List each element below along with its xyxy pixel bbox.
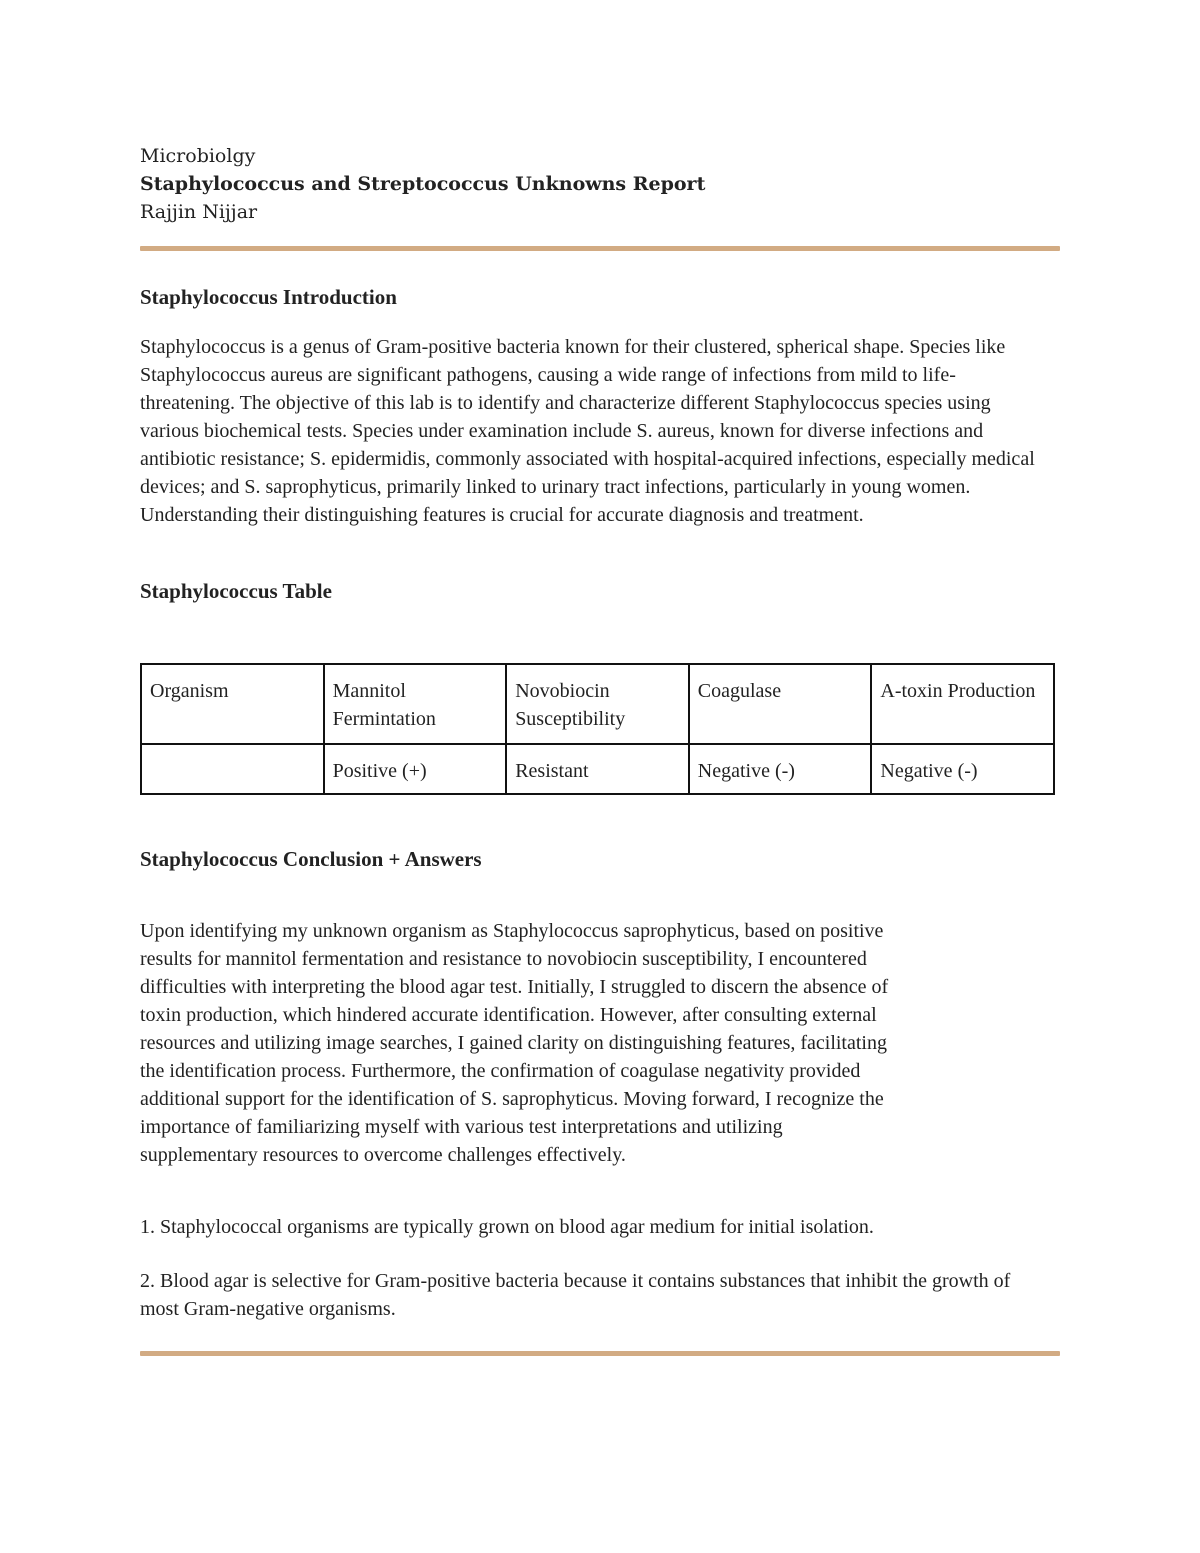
table-row	[141, 744, 1054, 794]
header-cell-organism: Organism	[141, 664, 324, 744]
header-cell-coagulase: Coagulase	[689, 664, 872, 744]
cell-novobiocin: Resistant	[506, 744, 689, 794]
header-cell-atoxin: A-toxin Production	[871, 664, 1054, 744]
table-header-row	[141, 664, 1054, 744]
conclusion-paragraph: Upon identifying my unknown organism as Staphylococcus saprophyticus, based on positive results for mannitol fermentation and resistance to novobiocin susceptibility, I encountered difficulties with interpreting the blood agar test. Initially, I struggled to discern the absence of toxin production, which hindered accurate identification. However, after consulting external resources and utilizing image searches, I gained clarity on distinguishing features, facilitating the identification process. Furthermore, the confirmation of coagulase negativity provided additional support for the identification of S. saprophyticus. Moving forward, I recognize the importance of familiarizing myself with various test interpretations and utilizing supplementary resources to overcome challenges effectively.	[140, 920, 889, 1166]
staphylococcus-table	[140, 663, 1055, 795]
course-subject: Microbiolgy	[140, 145, 256, 167]
header-cell-novobiocin: Novobiocin Susceptibility	[506, 664, 689, 744]
cell-mannitol: Positive (+)	[324, 744, 507, 794]
answer-2: 2. Blood agar is selective for Gram-positive bacteria because it contains substances that inhibit the growth of most Gram-negative organisms.	[140, 1270, 1011, 1320]
cell-organism	[141, 744, 324, 794]
bottom-divider	[140, 1351, 1060, 1356]
author-name: Rajjin Nijjar	[140, 201, 258, 223]
document-page	[140, 142, 1060, 1356]
report-title: Staphylococcus and Streptococcus Unknowns Report	[140, 173, 706, 195]
cell-coagulase: Negative (-)	[689, 744, 872, 794]
top-divider	[140, 246, 1060, 251]
conclusion-heading: Staphylococcus Conclusion + Answers	[140, 847, 482, 871]
cell-atoxin: Negative (-)	[871, 744, 1054, 794]
header-cell-mannitol: Mannitol Fermintation	[324, 664, 507, 744]
intro-heading: Staphylococcus Introduction	[140, 285, 397, 309]
intro-paragraph: Staphylococcus is a genus of Gram-positive bacteria known for their clustered, spherical shape. Species like Staphylococcus aureus are significant pathogens, causing a wide range of infections from mild to life-threatening. The objective of this lab is to identify and characterize different Staphylococcus species using various biochemical tests. Species under examination include S. aureus, known for diverse infections and antibiotic resistance; S. epidermidis, commonly associated with hospital-acquired infections, especially medical devices; and S. saprophyticus, primarily linked to urinary tract infections, particularly in young women. Understanding their distinguishing features is crucial for accurate diagnosis and treatment.	[140, 336, 1035, 526]
answer-1: 1. Staphylococcal organisms are typically grown on blood agar medium for initial isolation.	[140, 1216, 874, 1238]
table-heading: Staphylococcus Table	[140, 579, 332, 603]
